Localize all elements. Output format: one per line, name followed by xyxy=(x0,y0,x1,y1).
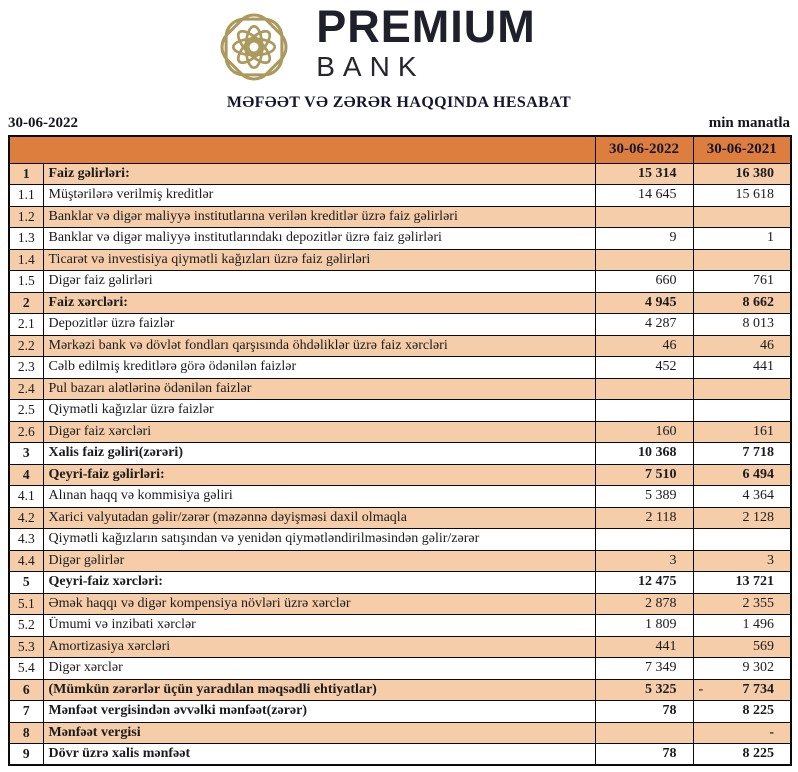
value-2021: 1 xyxy=(693,228,791,250)
table-row-4.2 xyxy=(9,507,791,529)
value-2021: 8 013 xyxy=(693,314,791,336)
row-label: Depozitlər üzrə faizlər xyxy=(43,314,595,336)
profit-loss-table xyxy=(8,135,792,766)
table-row-4 xyxy=(9,464,791,486)
table-header-row xyxy=(9,136,791,163)
row-number: 1.5 xyxy=(9,271,43,293)
value-2022: 1 809 xyxy=(595,615,693,637)
value-2022: 2 118 xyxy=(595,507,693,529)
row-number: 5.3 xyxy=(9,636,43,658)
value-2022 xyxy=(595,206,693,228)
row-label: Ümumi və inzibati xərclər xyxy=(43,615,595,637)
row-label: Qeyri-faiz gəlirləri: xyxy=(43,464,595,486)
table-row-5.4 xyxy=(9,658,791,680)
table-row-5.1 xyxy=(9,593,791,615)
row-label: Cəlb edilmiş kreditlərə görə ödənilən faizlər xyxy=(43,357,595,379)
value-2022: 5 389 xyxy=(595,486,693,508)
row-label: Banklar və digər maliyyə institutlarına verilən kreditlər üzrə faiz gəlirləri xyxy=(43,206,595,228)
row-label: (Mümkün zərərlər üçün yaradılan məqsədli ehtiyatlar) xyxy=(43,679,595,701)
row-number: 2 xyxy=(9,292,43,314)
value-2022 xyxy=(595,378,693,400)
table-row-6 xyxy=(9,679,791,701)
value-2022 xyxy=(595,249,693,271)
value-2021 xyxy=(693,206,791,228)
row-label: Banklar və digər maliyyə institutlarındakı depozitlər üzrə faiz gəlirləri xyxy=(43,228,595,250)
row-number: 5.2 xyxy=(9,615,43,637)
table-row-4.3 xyxy=(9,529,791,551)
row-label: Digər faiz gəlirləri xyxy=(43,271,595,293)
row-number: 2.6 xyxy=(9,421,43,443)
value-2022: 15 314 xyxy=(595,163,693,185)
row-number: 1.2 xyxy=(9,206,43,228)
row-label: Qeyri-faiz xərcləri: xyxy=(43,572,595,594)
col-header-2021: 30-06-2021 xyxy=(693,136,791,163)
row-number: 2.5 xyxy=(9,400,43,422)
row-number: 1 xyxy=(9,163,43,185)
value-2022: 46 xyxy=(595,335,693,357)
table-row-5 xyxy=(9,572,791,594)
table-row-2.5 xyxy=(9,400,791,422)
value-2021 xyxy=(693,249,791,271)
value-2021: 7 718 xyxy=(693,443,791,465)
table-row-4.1 xyxy=(9,486,791,508)
value-2022 xyxy=(595,722,693,744)
row-number: 9 xyxy=(9,744,43,766)
row-number: 5.4 xyxy=(9,658,43,680)
table-row-1.3 xyxy=(9,228,791,250)
value-2021: 2 355 xyxy=(693,593,791,615)
value-2021: 16 380 xyxy=(693,163,791,185)
value-2021: 3 xyxy=(693,550,791,572)
table-row-2.4 xyxy=(9,378,791,400)
value-2021: - xyxy=(693,722,791,744)
header-empty-cell xyxy=(9,136,595,163)
row-number: 2.4 xyxy=(9,378,43,400)
bank-logo xyxy=(8,0,730,92)
row-label: Digər xərclər xyxy=(43,658,595,680)
row-label: Əmək haqqı və digər kompensiya növləri üzrə xərclər xyxy=(43,593,595,615)
table-row-5.3 xyxy=(9,636,791,658)
value-2022: 3 xyxy=(595,550,693,572)
table-row-3 xyxy=(9,443,791,465)
unit-label: min manatla xyxy=(708,115,790,131)
table-row-2.1 xyxy=(9,314,791,336)
table-row-2.2 xyxy=(9,335,791,357)
value-2021: - 7 734 xyxy=(693,679,791,701)
row-number: 8 xyxy=(9,722,43,744)
row-number: 4.2 xyxy=(9,507,43,529)
table-row-1.2 xyxy=(9,206,791,228)
value-2022: 441 xyxy=(595,636,693,658)
value-2022: 78 xyxy=(595,701,693,723)
value-2021: 46 xyxy=(693,335,791,357)
row-number: 2.3 xyxy=(9,357,43,379)
value-2021: 8 225 xyxy=(693,701,791,723)
report-date: 30-06-2022 xyxy=(8,115,78,131)
row-label: Amortizasiya xərcləri xyxy=(43,636,595,658)
row-number: 1.1 xyxy=(9,185,43,207)
row-label: Alınan haqq və kommisiya gəliri xyxy=(43,486,595,508)
row-number: 7 xyxy=(9,701,43,723)
value-2021: 161 xyxy=(693,421,791,443)
row-label: Qiymətli kağızlar üzrə faizlər xyxy=(43,400,595,422)
row-label: Faiz xərcləri: xyxy=(43,292,595,314)
table-row-1.1 xyxy=(9,185,791,207)
value-2021: 8 225 xyxy=(693,744,791,766)
row-label: Digər faiz xərcləri xyxy=(43,421,595,443)
value-2021 xyxy=(693,400,791,422)
row-label: Pul bazarı alətlərinə ödənilən faizlər xyxy=(43,378,595,400)
value-2022 xyxy=(595,400,693,422)
value-2021: 13 721 xyxy=(693,572,791,594)
value-2022: 12 475 xyxy=(595,572,693,594)
value-2021 xyxy=(693,378,791,400)
table-row-9 xyxy=(9,744,791,766)
value-2022: 452 xyxy=(595,357,693,379)
row-label: Xalis faiz gəliri(zərəri) xyxy=(43,443,595,465)
col-header-2022: 30-06-2022 xyxy=(595,136,693,163)
value-2021: 569 xyxy=(693,636,791,658)
row-label: Mərkəzi bank və dövlət fondları qarşısında öhdəliklər üzrə faiz xərcləri xyxy=(43,335,595,357)
value-2022: 14 645 xyxy=(595,185,693,207)
table-row-2 xyxy=(9,292,791,314)
value-2021: 6 494 xyxy=(693,464,791,486)
value-2022: 78 xyxy=(595,744,693,766)
value-2021: 761 xyxy=(693,271,791,293)
value-2022 xyxy=(595,529,693,551)
table-row-2.6 xyxy=(9,421,791,443)
value-2022: 9 xyxy=(595,228,693,250)
value-2021: 1 496 xyxy=(693,615,791,637)
value-2021: 8 662 xyxy=(693,292,791,314)
row-label: Ticarət və investisiya qiymətli kağızları üzrə faiz gəlirləri xyxy=(43,249,595,271)
table-row-4.4 xyxy=(9,550,791,572)
table-row-5.2 xyxy=(9,615,791,637)
table-row-1 xyxy=(9,163,791,185)
value-2022: 2 878 xyxy=(595,593,693,615)
row-number: 2.2 xyxy=(9,335,43,357)
report-meta xyxy=(8,114,790,135)
value-2021 xyxy=(693,529,791,551)
row-label: Faiz gəlirləri: xyxy=(43,163,595,185)
row-number: 6 xyxy=(9,679,43,701)
brand-subname: BANK xyxy=(316,50,425,82)
value-2022: 7 349 xyxy=(595,658,693,680)
value-2022: 4 287 xyxy=(595,314,693,336)
row-label: Mənfəət vergisindən əvvəlki mənfəət(zərər) xyxy=(43,701,595,723)
brand-wordmark xyxy=(316,2,536,81)
value-2022: 10 368 xyxy=(595,443,693,465)
value-2022: 7 510 xyxy=(595,464,693,486)
value-2021: 4 364 xyxy=(693,486,791,508)
negative-sign: - xyxy=(698,681,704,697)
row-label: Xarici valyutadan gəlir/zərər (məzənnə dəyişməsi daxil olmaqla xyxy=(43,507,595,529)
premium-bank-emblem-icon xyxy=(202,2,306,92)
row-number: 4.4 xyxy=(9,550,43,572)
value-2022: 160 xyxy=(595,421,693,443)
row-number: 4.1 xyxy=(9,486,43,508)
row-number: 1.4 xyxy=(9,249,43,271)
report-title: MƏFƏƏT VƏ ZƏRƏR HAQQINDA HESABAT xyxy=(226,94,572,111)
row-label: Dövr üzrə xalis mənfəət xyxy=(43,744,595,766)
table-row-2.3 xyxy=(9,357,791,379)
row-number: 5 xyxy=(9,572,43,594)
row-number: 3 xyxy=(9,443,43,465)
value-2022: 660 xyxy=(595,271,693,293)
value-2021: 9 302 xyxy=(693,658,791,680)
row-number: 4.3 xyxy=(9,529,43,551)
row-number: 5.1 xyxy=(9,593,43,615)
table-row-1.4 xyxy=(9,249,791,271)
table-row-1.5 xyxy=(9,271,791,293)
value-2021: 441 xyxy=(693,357,791,379)
row-label: Müştərilərə verilmiş kreditlər xyxy=(43,185,595,207)
brand-name: PREMIUM xyxy=(316,1,536,52)
row-number: 2.1 xyxy=(9,314,43,336)
table-row-7 xyxy=(9,701,791,723)
row-number: 1.3 xyxy=(9,228,43,250)
value-2022: 4 945 xyxy=(595,292,693,314)
row-number: 4 xyxy=(9,464,43,486)
row-label: Digər gəlirlər xyxy=(43,550,595,572)
value-2022: 5 325 xyxy=(595,679,693,701)
value-2021: 2 128 xyxy=(693,507,791,529)
table-row-8 xyxy=(9,722,791,744)
value-2021: 15 618 xyxy=(693,185,791,207)
row-label: Qiymətli kağızların satışından və yenidən qiymətləndirilməsindən gəlir/zərər xyxy=(43,529,595,551)
row-label: Mənfəət vergisi xyxy=(43,722,595,744)
